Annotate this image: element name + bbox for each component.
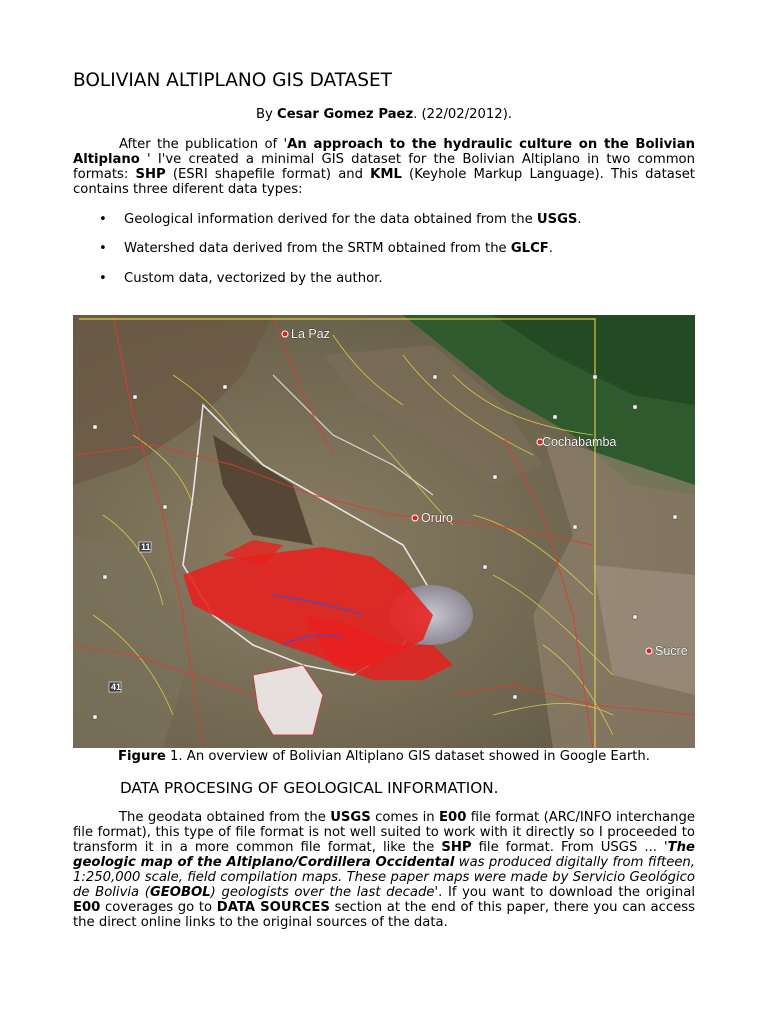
altiplano-gis-map xyxy=(73,315,695,748)
bullet-marker: • xyxy=(99,212,107,227)
intro-text-1: After the publication of ' xyxy=(119,137,288,152)
geo-data-sources: DATA SOURCES xyxy=(216,900,330,915)
map-label-cochabamba: Cochabamba xyxy=(542,435,617,449)
list-item-text: Custom data, vectorized by the author. xyxy=(124,271,383,286)
list-item-bold: GLCF xyxy=(510,241,549,256)
bullet-marker: • xyxy=(99,271,107,286)
list-item-text: Geological information derived for the data obtained from the xyxy=(124,212,537,227)
geo-text-b: comes in xyxy=(370,810,440,825)
list-item-end: . xyxy=(577,212,582,227)
geo-text-a: The geodata obtained from the xyxy=(119,810,331,825)
list-item-text: Watershed data derived from the SRTM obtained from the xyxy=(124,241,511,256)
caption-text: 1. An overview of Bolivian Altiplano GIS dataset showed in Google Earth. xyxy=(165,749,650,764)
intro-text-4: (Keyhole Markup Language). This dataset contains three diferent data types: xyxy=(73,167,695,197)
geodata-paragraph xyxy=(73,810,695,930)
list-item xyxy=(124,212,582,227)
list-item-end: . xyxy=(548,241,553,256)
geo-text-e: was produced digitally from fifteen, 1:250,000 scale, field compilation maps. These paper maps were made by Servicio Geológico de Bolivia ( xyxy=(73,855,695,900)
bullet-marker: • xyxy=(99,241,107,256)
geo-text-f: ) geologists over the last decade xyxy=(210,885,435,900)
road-shield-11: 11 xyxy=(141,542,151,552)
byline xyxy=(0,107,768,122)
geo-text-h: coverages go to xyxy=(100,900,217,915)
geo-text-c: file format (ARC/INFO interchange file format), this type of file format is not well suited to work with it directly so I proceeded to transform it in a more common file format, like the xyxy=(73,810,695,855)
geo-geobol: GEOBOL xyxy=(149,885,211,900)
shp-format: SHP xyxy=(135,167,166,182)
geo-text-i: section at the end of this paper, there you can access the direct online links to the original sources of the data. xyxy=(73,900,695,930)
list-item xyxy=(124,271,383,286)
map-label-la-paz: La Paz xyxy=(291,327,330,341)
geo-shp: SHP xyxy=(441,840,472,855)
paper-title: An approach to the hydraulic culture on the Bolivian Altiplano xyxy=(73,137,695,167)
geo-text-d: file format. From USGS ... ' xyxy=(471,840,668,855)
geo-e00: E00 xyxy=(439,810,467,825)
page-title: BOLIVIAN ALTIPLANO GIS DATASET xyxy=(73,70,392,91)
kml-format: KML xyxy=(370,167,402,182)
geo-usgs: USGS xyxy=(330,810,371,825)
byline-by: By xyxy=(255,107,278,122)
figure-caption xyxy=(0,749,768,764)
section-heading: DATA PROCESING OF GEOLOGICAL INFORMATION. xyxy=(120,779,499,797)
byline-date: . (22/02/2012). xyxy=(413,107,513,122)
intro-text-2: ' I've created a minimal GIS dataset for the Bolivian Altiplano in two common formats: xyxy=(73,152,695,182)
intro-text-3: (ESRI shapefile format) and xyxy=(165,167,371,182)
intro-paragraph xyxy=(73,137,695,197)
road-shield-41: 41 xyxy=(111,682,122,692)
map-label-sucre: Sucre xyxy=(655,644,688,658)
author-name: Cesar Gomez Paez xyxy=(277,107,414,122)
map-label-oruro: Oruro xyxy=(421,511,453,525)
list-item xyxy=(124,241,553,256)
list-item-bold: USGS xyxy=(536,212,578,227)
caption-label: Figure xyxy=(118,749,166,764)
geo-e00-b: E00 xyxy=(73,900,101,915)
geo-text-g: '. If you want to download the original xyxy=(434,885,695,900)
geo-map-title: The geologic map of the Altiplano/Cordillera Occidental xyxy=(73,840,695,870)
